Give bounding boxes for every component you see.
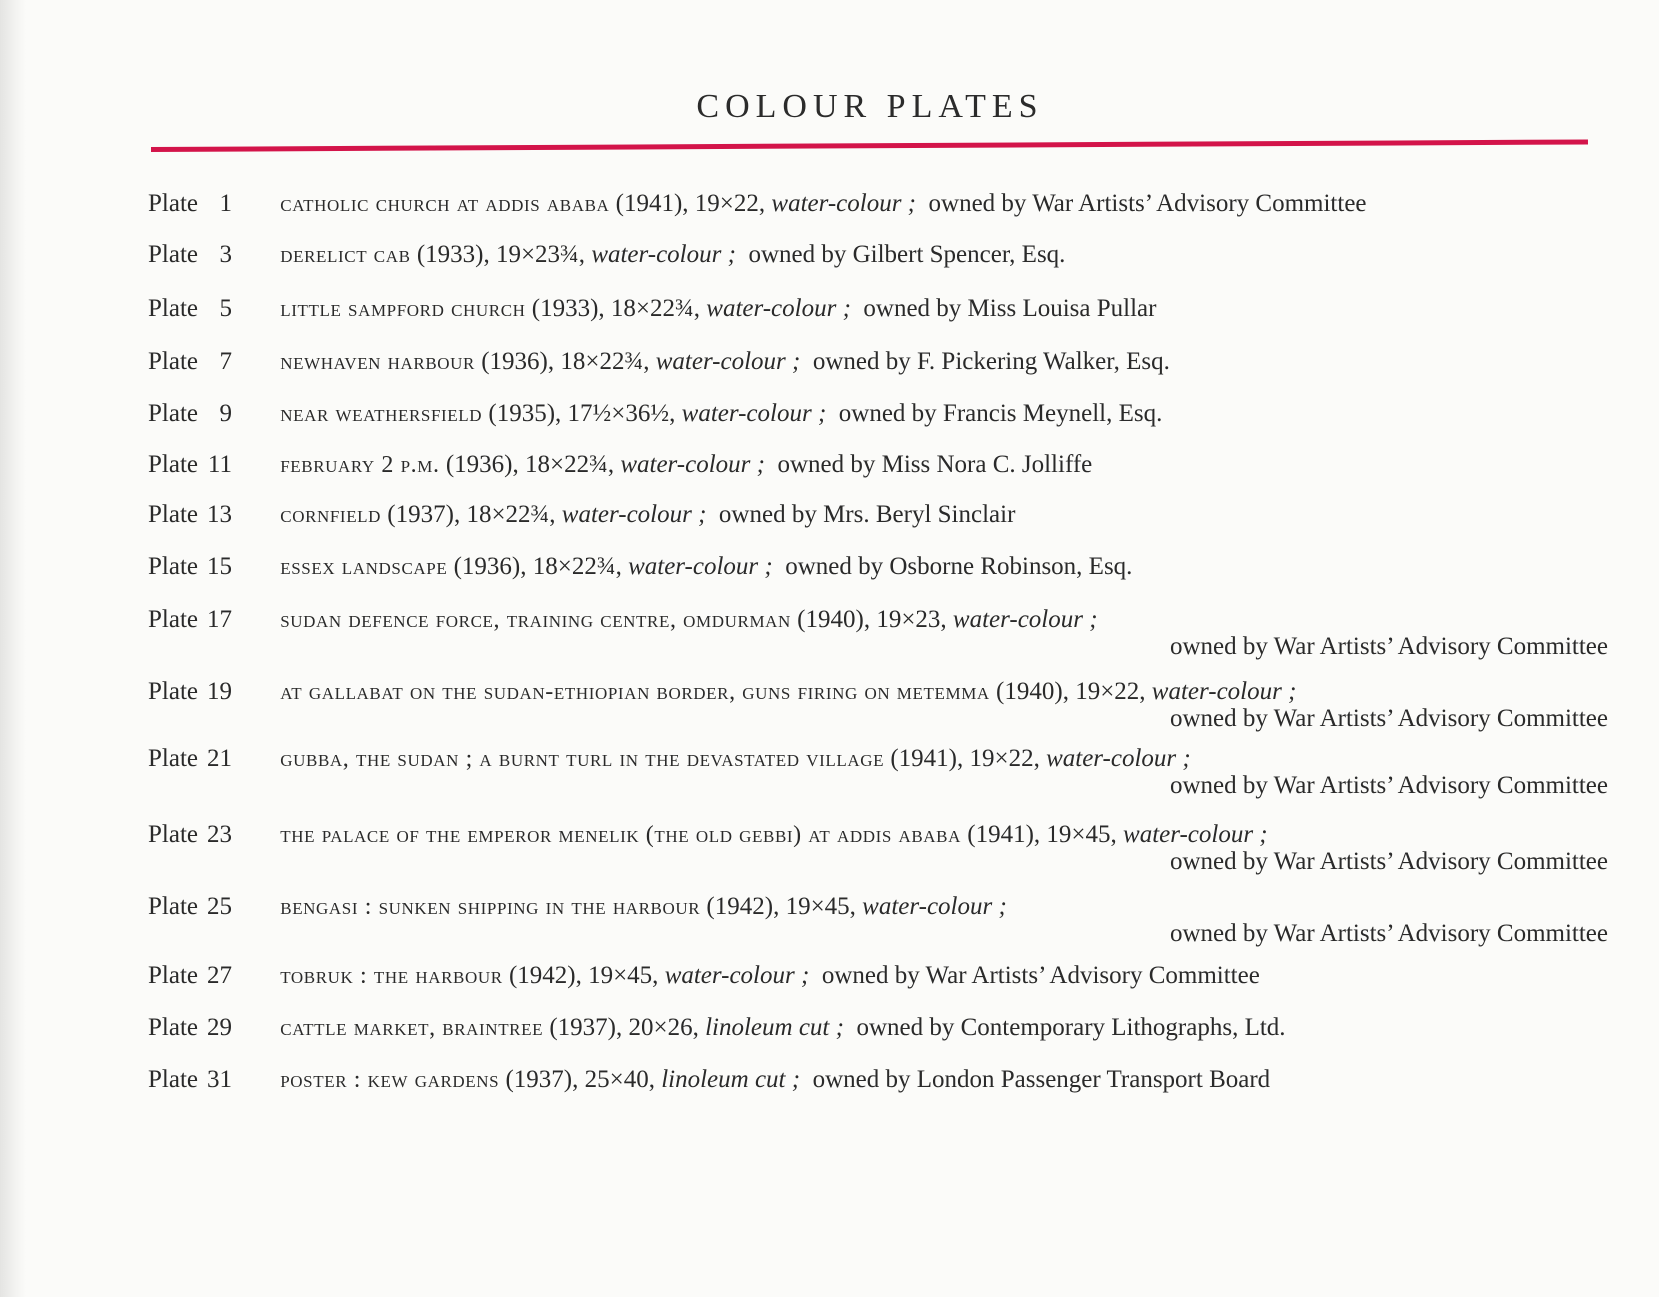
plate-details: (1936), 18×22¾, xyxy=(481,348,650,375)
plate-entry xyxy=(148,553,1132,581)
plate-details: (1940), 19×22, xyxy=(996,678,1146,705)
plate-details: (1937), 20×26, xyxy=(549,1014,699,1041)
plate-details: (1941), 19×22, xyxy=(890,745,1040,772)
plate-entry xyxy=(148,745,1191,773)
plate-number: 23 xyxy=(207,821,232,848)
plate-entry xyxy=(148,451,1092,479)
plate-medium: linoleum cut ; xyxy=(705,1014,844,1041)
plate-entry xyxy=(148,400,1162,428)
plate-number: 29 xyxy=(207,1014,232,1041)
plate-medium: water-colour ; xyxy=(771,190,917,217)
plate-entry xyxy=(148,295,1156,323)
plate-details: (1941), 19×22, xyxy=(615,190,766,217)
plate-label xyxy=(148,678,274,706)
plate-details: (1940), 19×23, xyxy=(797,606,947,633)
plate-number: 11 xyxy=(207,451,232,478)
plate-label xyxy=(148,606,274,634)
plate-owner: owned by War Artists’ Advisory Committee xyxy=(928,190,1367,217)
plate-title: little sampford church xyxy=(280,296,526,322)
plate-title: february 2 p.m. xyxy=(280,452,440,478)
plate-title: derelict cab xyxy=(280,242,411,268)
plate-medium: linoleum cut ; xyxy=(661,1066,801,1093)
plate-word: Plate xyxy=(148,348,198,375)
plate-title: tobruk : the harbour xyxy=(280,963,503,989)
plate-number: 15 xyxy=(207,553,232,580)
plate-word: Plate xyxy=(148,451,198,478)
plate-number: 25 xyxy=(207,893,232,920)
plate-details: (1933), 18×22¾, xyxy=(531,295,701,322)
plate-medium: water-colour ; xyxy=(628,553,773,580)
plate-number: 21 xyxy=(207,745,232,772)
plate-word: Plate xyxy=(148,745,198,772)
plate-medium: water-colour ; xyxy=(1123,821,1268,848)
plate-entry xyxy=(148,1066,1270,1094)
plate-medium: water-colour ; xyxy=(655,348,801,375)
plate-owner: owned by War Artists’ Advisory Committee xyxy=(1169,920,1608,947)
plate-title: cornfield xyxy=(280,502,382,528)
plate-number: 5 xyxy=(219,295,232,322)
plate-title: newhaven harbour xyxy=(280,349,475,375)
plate-title: bengasi : sunken shipping in the harbour xyxy=(280,894,701,920)
plate-label xyxy=(148,1066,274,1094)
plate-owner: owned by War Artists’ Advisory Committee xyxy=(1169,633,1608,660)
plate-medium: water-colour ; xyxy=(1046,745,1191,772)
plate-details: (1937), 25×40, xyxy=(505,1066,655,1093)
plate-owner: owned by Mrs. Beryl Sinclair xyxy=(718,501,1016,528)
plate-label xyxy=(148,451,274,479)
plate-number: 1 xyxy=(219,190,232,217)
plate-label xyxy=(148,501,274,529)
plate-title: near weathersfield xyxy=(280,401,483,427)
plate-entry xyxy=(148,190,1367,218)
plate-word: Plate xyxy=(148,1014,198,1041)
plate-owner: owned by War Artists’ Advisory Committee xyxy=(1169,705,1608,732)
plate-owner: owned by Miss Nora C. Jolliffe xyxy=(777,451,1093,478)
plate-word: Plate xyxy=(148,821,198,848)
plate-owner: owned by Gilbert Spencer, Esq. xyxy=(748,241,1066,268)
plate-number: 19 xyxy=(207,678,232,705)
plate-entry xyxy=(148,241,1065,269)
plate-owner: owned by Osborne Robinson, Esq. xyxy=(785,553,1133,580)
plate-medium: water-colour ; xyxy=(952,606,1098,633)
plate-word: Plate xyxy=(148,400,198,427)
plate-label xyxy=(148,1014,274,1042)
plate-label xyxy=(148,241,274,269)
plate-entry xyxy=(148,678,1296,706)
plate-medium: water-colour ; xyxy=(681,400,827,427)
plate-label xyxy=(148,821,274,849)
plate-medium: water-colour ; xyxy=(561,501,707,528)
page-edge-shadow xyxy=(0,0,26,1297)
plate-medium: water-colour ; xyxy=(706,295,851,322)
plate-word: Plate xyxy=(148,501,198,528)
plate-title: gubba, the sudan ; a burnt turl in the devastated village xyxy=(280,746,885,772)
plate-word: Plate xyxy=(148,553,198,580)
plate-word: Plate xyxy=(148,678,198,705)
title-rule xyxy=(151,139,1588,152)
plate-label xyxy=(148,893,274,921)
plate-word: Plate xyxy=(148,893,198,920)
plate-label xyxy=(148,348,274,376)
plate-medium: water-colour ; xyxy=(664,962,810,989)
plate-owner: owned by Francis Meynell, Esq. xyxy=(838,400,1163,427)
plate-label xyxy=(148,400,274,428)
plate-number: 17 xyxy=(207,606,232,633)
plate-label xyxy=(148,553,274,581)
plate-word: Plate xyxy=(148,962,198,989)
plate-word: Plate xyxy=(148,295,198,322)
plate-word: Plate xyxy=(148,606,198,633)
plate-title: the palace of the emperor menelik (the old gebbi) at addis ababa xyxy=(280,822,962,848)
plate-details: (1936), 18×22¾, xyxy=(453,553,622,580)
plate-medium: water-colour ; xyxy=(862,893,1007,920)
plate-word: Plate xyxy=(148,190,198,217)
plate-medium: water-colour ; xyxy=(1151,678,1297,705)
page-title: COLOUR PLATES xyxy=(696,88,1044,125)
plate-owner: owned by War Artists’ Advisory Committee xyxy=(1169,772,1608,799)
plate-details: (1935), 17½×36½, xyxy=(488,400,676,427)
plate-label xyxy=(148,745,274,773)
plate-details: (1941), 19×45, xyxy=(967,821,1117,848)
plate-title: at gallabat on the sudan-ethiopian border, guns firing on metemma xyxy=(280,679,990,705)
plate-details: (1937), 18×22¾, xyxy=(387,501,556,528)
plate-title: cattle market, braintree xyxy=(280,1015,544,1041)
plate-owner: owned by Miss Louisa Pullar xyxy=(863,295,1157,322)
plate-title: sudan defence force, training centre, omdurman xyxy=(280,607,791,633)
plate-details: (1942), 19×45, xyxy=(706,893,856,920)
plate-number: 9 xyxy=(219,400,232,427)
plate-number: 27 xyxy=(207,962,232,989)
plate-details: (1933), 19×23¾, xyxy=(416,241,586,268)
plate-label xyxy=(148,190,274,218)
plate-entry xyxy=(148,821,1268,849)
plate-word: Plate xyxy=(148,241,198,268)
plate-label xyxy=(148,295,274,323)
plate-entry xyxy=(148,606,1098,634)
plate-owner: owned by War Artists’ Advisory Committee xyxy=(1169,848,1608,875)
plate-entry xyxy=(148,501,1015,529)
plate-title: poster : kew gardens xyxy=(280,1067,500,1093)
plate-number: 3 xyxy=(219,241,232,268)
plate-entry xyxy=(148,348,1170,376)
plate-entry xyxy=(148,962,1260,990)
plate-number: 13 xyxy=(207,501,232,528)
plate-details: (1942), 19×45, xyxy=(508,962,659,989)
plate-word: Plate xyxy=(148,1066,198,1093)
plate-number: 7 xyxy=(219,348,232,375)
plate-medium: water-colour ; xyxy=(620,451,765,478)
plate-owner: owned by London Passenger Transport Board xyxy=(812,1066,1271,1093)
plate-number: 31 xyxy=(207,1066,232,1093)
plate-entry xyxy=(148,1014,1286,1042)
plate-owner: owned by War Artists’ Advisory Committee xyxy=(821,962,1260,989)
plate-medium: water-colour ; xyxy=(591,241,736,268)
plate-details: (1936), 18×22¾, xyxy=(445,451,615,478)
plate-entry xyxy=(148,893,1007,921)
plate-owner: owned by F. Pickering Walker, Esq. xyxy=(812,348,1170,375)
plate-title: catholic church at addis ababa xyxy=(280,191,610,217)
plate-title: essex landscape xyxy=(280,554,448,580)
plate-label xyxy=(148,962,274,990)
plate-owner: owned by Contemporary Lithographs, Ltd. xyxy=(856,1014,1286,1041)
